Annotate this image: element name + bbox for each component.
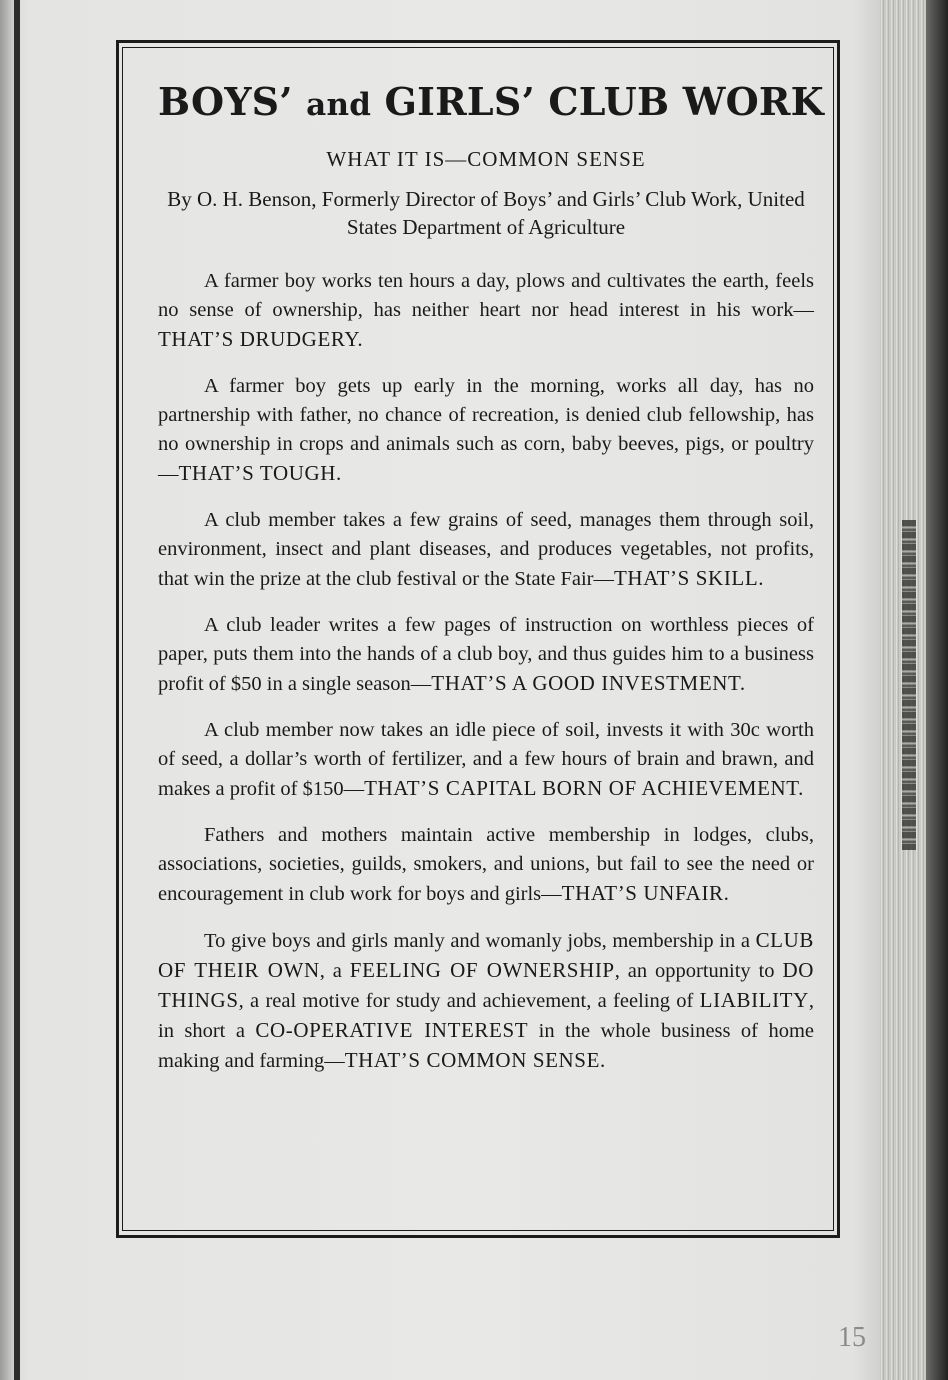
closing-caps: LIABILITY [699, 988, 809, 1012]
paragraph-capital [158, 716, 814, 804]
closing-caps: CLUB OF THEIR OWN [158, 928, 814, 982]
closing-caps: THAT’S COMMON SENSE. [344, 1048, 606, 1072]
article-title [158, 74, 824, 133]
paragraph-emphasis: THAT’S A GOOD INVESTMENT. [431, 671, 746, 695]
closing-text: , in short a [158, 990, 814, 1042]
paragraph-body: Fathers and mothers maintain active membership in lodges, clubs, associations, societies, guilds, smokers, and unions, but fail to see the need or encouragement in club work for boys and girls— [158, 824, 814, 905]
edge-print-marks [902, 520, 916, 850]
closing-text: To give boys and girls manly and womanly jobs, membership in a [204, 930, 756, 952]
paragraph-body: A club member now takes an idle piece of soil, invests it with 30c worth of seed, a dollar’s worth of fertilizer, and a few hours of brain and brawn, and makes a profit of $150— [158, 719, 814, 800]
paragraph-emphasis: THAT’S CAPITAL BORN OF ACHIEVEMENT. [364, 776, 804, 800]
article [158, 70, 824, 1076]
article-byline: By O. H. Benson, Formerly Director of Boys’ and Girls’ Club Work, United States Department of Agriculture [167, 187, 805, 239]
closing-caps: CO-OPERATIVE INTEREST [255, 1018, 529, 1042]
paragraph-body: A club member takes a few grains of seed, manages them through soil, environment, insect and plant diseases, and produces vegetables, not profits, that win the prize at the club festival or the State Fair— [158, 509, 814, 590]
paragraph-emphasis: THAT’S TOUGH. [178, 461, 342, 485]
title-part-boys: BOYS’ [158, 79, 293, 124]
paragraph-body: A farmer boy gets up early in the morning, works all day, has no partnership with father, no chance of recreation, is denied club fellowship, has no ownership in crops and animals such as corn, baby beeves, pigs, or poultry— [158, 375, 814, 485]
paragraph-drudgery [158, 267, 814, 355]
closing-caps: FEELING OF OWNERSHIP [349, 958, 615, 982]
paragraph-investment [158, 611, 814, 699]
closing-text: , an opportunity to [614, 960, 783, 982]
article-subtitle: WHAT IT IS—COMMON SENSE [326, 147, 646, 171]
book-edge-shadow [926, 0, 948, 1380]
paragraph-common-sense [158, 926, 814, 1076]
paragraph-emphasis: THAT’S DRUDGERY. [158, 327, 364, 351]
paragraph-skill [158, 506, 814, 594]
book-gutter-line [14, 0, 20, 1380]
book-gutter-shadow [0, 0, 14, 1380]
closing-text: , a [319, 960, 350, 982]
paragraph-tough [158, 372, 814, 489]
closing-text: in the whole business of home making and farming— [158, 1020, 814, 1072]
paragraph-emphasis: THAT’S UNFAIR. [561, 881, 730, 905]
page-edges [880, 0, 948, 1380]
paragraph-body: A club leader writes a few pages of instruction on worthless pieces of paper, puts them into the hands of a club boy, and thus guides him to a business profit of $50 in a single season— [158, 614, 814, 695]
title-part-and: and [306, 87, 372, 123]
paragraph-emphasis: THAT’S SKILL. [614, 566, 765, 590]
closing-text: , a real motive for study and achievement, a feeling of [238, 990, 700, 1012]
closing-caps: DO THINGS [158, 958, 814, 1012]
paragraph-unfair [158, 821, 814, 909]
title-part-girls-club-work: GIRLS’ CLUB WORK [384, 79, 824, 124]
paragraph-body: A farmer boy works ten hours a day, plows and cultivates the earth, feels no sense of ownership, has neither heart nor head interest in his work— [158, 270, 814, 321]
page-number: 15 [838, 1322, 866, 1353]
